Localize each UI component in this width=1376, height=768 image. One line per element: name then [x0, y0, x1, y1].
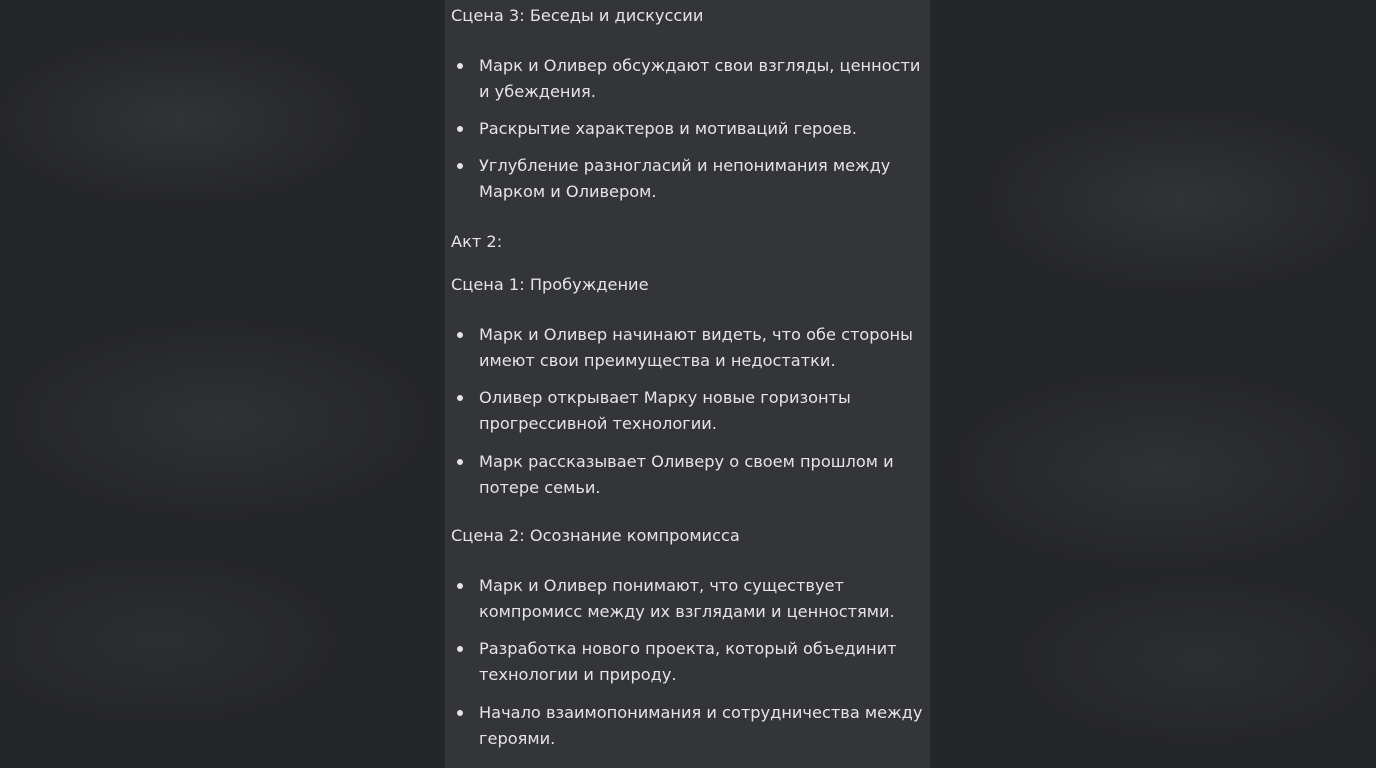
list-item — [457, 153, 925, 205]
list-item — [457, 700, 925, 752]
list-item — [457, 322, 925, 374]
bullet-icon — [457, 332, 463, 338]
chat-message-panel — [445, 0, 930, 768]
list-item — [457, 573, 925, 625]
bullet-icon — [457, 395, 463, 401]
list-item-text: Марк и Оливер понимают, что существует компромисс между их взглядами и ценностями. — [479, 576, 895, 621]
scene-heading: Сцена 2: Осознание компромисса — [451, 526, 740, 545]
list-item-text: Углубление разногласий и непонимания между Марком и Оливером. — [479, 156, 891, 201]
bullet-icon — [457, 646, 463, 652]
list-item-text: Начало взаимопонимания и сотрудничества между героями. — [479, 703, 923, 748]
bullet-icon — [457, 710, 463, 716]
act-heading: Акт 2: — [451, 232, 503, 251]
list-item — [457, 116, 925, 142]
bullet-icon — [457, 459, 463, 465]
bullet-icon — [457, 163, 463, 169]
scene-heading: Сцена 3: Беседы и дискуссии — [451, 6, 704, 25]
list-item-text: Марк рассказывает Оливеру о своем прошлом и потере семьи. — [479, 452, 894, 497]
list-item-text: Марк и Оливер начинают видеть, что обе стороны имеют свои преимущества и недостатки. — [479, 325, 913, 370]
list-item — [457, 53, 925, 105]
list-item-text: Оливер открывает Марку новые горизонты прогрессивной технологии. — [479, 388, 851, 433]
list-item-text: Разработка нового проекта, который объединит технологии и природу. — [479, 639, 897, 684]
list-item — [457, 636, 925, 688]
list-item-text: Раскрытие характеров и мотиваций героев. — [479, 119, 857, 138]
list-item — [457, 385, 925, 437]
list-item — [457, 449, 925, 501]
bullet-icon — [457, 63, 463, 69]
bullet-icon — [457, 126, 463, 132]
list-item-text: Марк и Оливер обсуждают свои взгляды, ценности и убеждения. — [479, 56, 921, 101]
bullet-icon — [457, 583, 463, 589]
scene-heading: Сцена 1: Пробуждение — [451, 275, 649, 294]
